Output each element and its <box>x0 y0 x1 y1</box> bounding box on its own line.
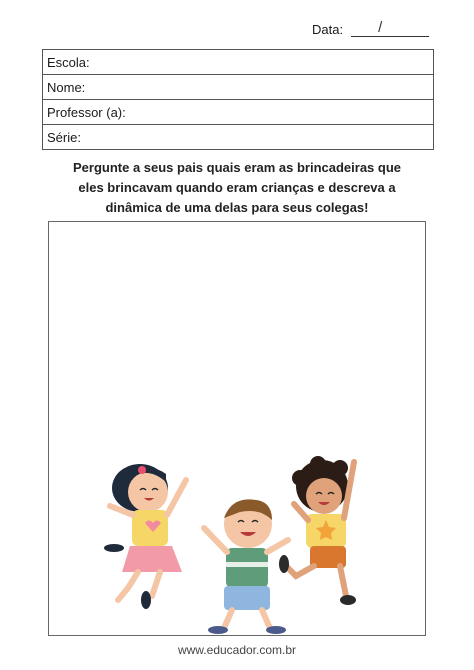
children-illustration <box>100 448 380 638</box>
name-field[interactable] <box>43 75 433 100</box>
grade-label: Série: <box>47 129 81 145</box>
date-input-line[interactable] <box>351 20 429 37</box>
date-field <box>312 20 429 37</box>
teacher-field[interactable] <box>43 100 433 125</box>
school-label: Escola: <box>47 54 90 70</box>
school-field[interactable] <box>43 50 433 75</box>
instructions-text <box>50 158 424 218</box>
instructions-line-3: dinâmica de uma delas para seus colegas! <box>105 200 369 215</box>
teacher-label: Professor (a): <box>47 104 126 120</box>
boy-middle-figure <box>204 499 288 634</box>
name-label: Nome: <box>47 79 86 95</box>
instructions-line-1: Pergunte a seus pais quais eram as brincadeiras que <box>72 160 402 175</box>
date-separator: / <box>378 19 383 36</box>
website-footer: www.educador.com.br <box>177 643 297 657</box>
grade-field[interactable] <box>43 125 433 150</box>
date-label: Data: <box>312 22 344 37</box>
student-info-form <box>42 49 434 150</box>
girl-right-figure <box>279 456 356 605</box>
girl-left-figure <box>104 464 186 609</box>
instructions-line-2: eles brincavam quando eram crianças e descreva a <box>78 180 396 195</box>
